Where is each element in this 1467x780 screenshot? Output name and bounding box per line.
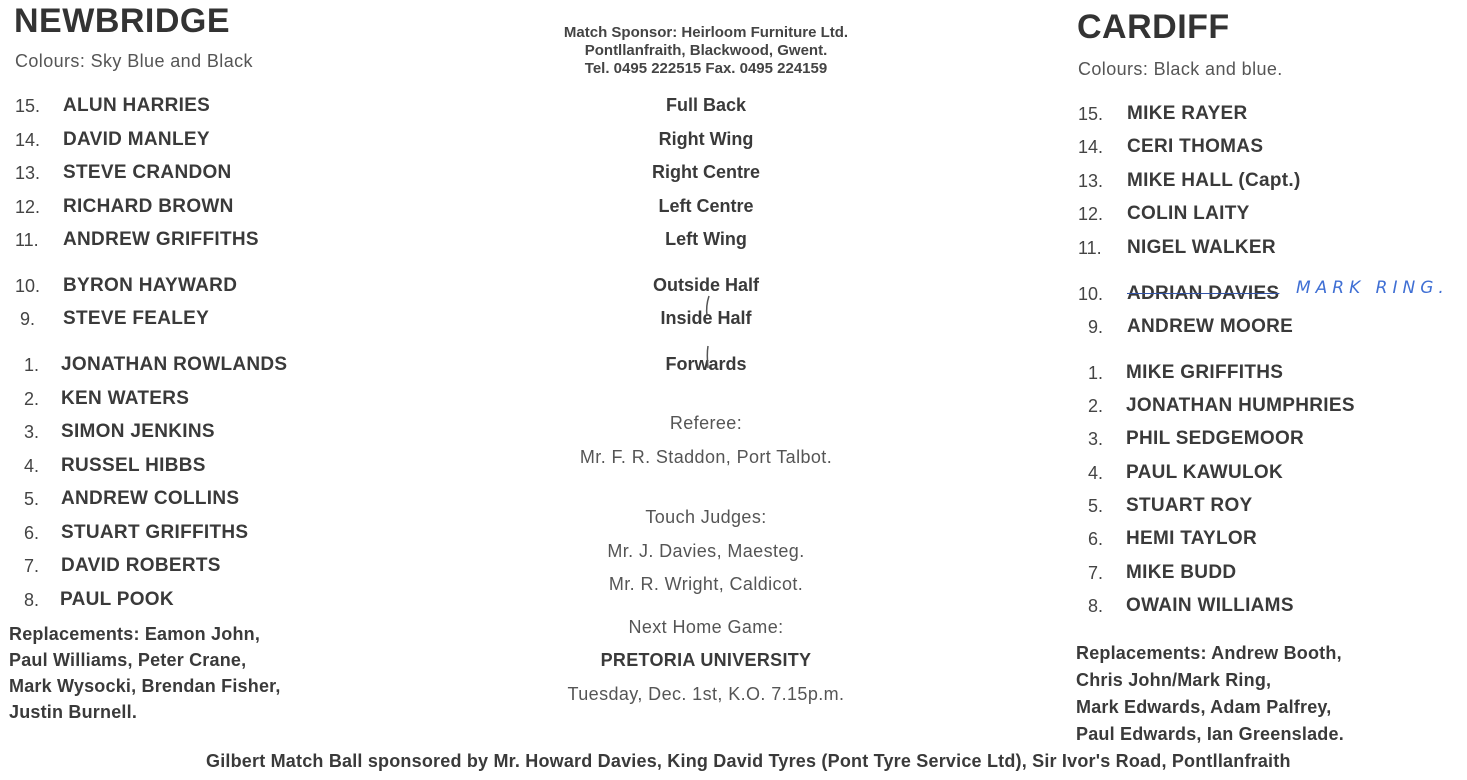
home-player-name: PAUL POOK (60, 589, 174, 610)
away-player-name: MIKE RAYER (1127, 103, 1248, 124)
home-player-number: 7. (24, 556, 40, 576)
away-player-number: 12. (1078, 204, 1104, 224)
home-replacements (9, 621, 281, 725)
away-player-number: 8. (1088, 596, 1104, 616)
touch-judge-name: Mr. R. Wright, Caldicot. (608, 574, 804, 594)
next-home-date: Tuesday, Dec. 1st, K.O. 7.15p.m. (567, 684, 845, 704)
home-player-number: 6. (24, 523, 40, 543)
away-player-name: ADRIAN DAVIES (1127, 283, 1280, 304)
away-team-name: CARDIFF (1077, 8, 1230, 46)
home-replacements-line: Justin Burnell. (9, 702, 138, 722)
home-player-number: 5. (24, 489, 40, 509)
away-player-name: MIKE HALL (Capt.) (1127, 170, 1301, 191)
home-player-name: RUSSEL HIBBS (61, 455, 206, 476)
position-label: Right Wing (658, 129, 754, 149)
sponsor-line: Match Sponsor: Heirloom Furniture Ltd. (563, 24, 849, 41)
referee-name: Mr. F. R. Staddon, Port Talbot. (579, 447, 833, 467)
away-player-number: 5. (1088, 496, 1104, 516)
home-player-name: DAVID ROBERTS (61, 555, 221, 576)
home-player-number: 13. (15, 163, 41, 183)
home-player-number: 14. (15, 130, 41, 150)
away-player-name: ANDREW MOORE (1127, 316, 1294, 337)
home-player-number: 15. (15, 96, 41, 116)
next-home-label: Next Home Game: (628, 617, 784, 637)
home-player-name: STEVE FEALEY (63, 308, 210, 329)
home-replacements-line: Mark Wysocki, Brendan Fisher, (9, 676, 281, 696)
home-player-name: ANDREW GRIFFITHS (63, 229, 259, 250)
home-team-name: NEWBRIDGE (14, 2, 231, 40)
away-player-name: PAUL KAWULOK (1126, 462, 1284, 483)
away-player-number: 15. (1078, 104, 1104, 124)
home-replacements-line: Paul Williams, Peter Crane, (9, 650, 247, 670)
sponsor-line: Tel. 0495 222515 Fax. 0495 224159 (584, 60, 828, 77)
home-player-name: KEN WATERS (61, 388, 190, 409)
away-player-number: 10. (1078, 284, 1104, 304)
home-player-name: STUART GRIFFITHS (61, 522, 249, 543)
home-player-number: 10. (15, 276, 41, 296)
away-player-name: NIGEL WALKER (1127, 237, 1276, 258)
home-player-number: 3. (24, 422, 40, 442)
away-player-number: 4. (1088, 463, 1104, 483)
away-player-number: 14. (1078, 137, 1104, 157)
away-colours: Colours: Black and blue. (1078, 59, 1283, 79)
home-colours: Colours: Sky Blue and Black (15, 51, 253, 71)
home-player-number: 8. (24, 590, 40, 610)
home-player-name: JONATHAN ROWLANDS (61, 354, 288, 375)
home-player-name: ANDREW COLLINS (61, 488, 240, 509)
away-player-number: 9. (1088, 317, 1104, 337)
home-player-number: 4. (24, 456, 40, 476)
away-player-name: STUART ROY (1126, 495, 1253, 516)
away-replacements-line: Chris John/Mark Ring, (1076, 670, 1272, 690)
position-label: Left Centre (658, 196, 754, 216)
match-sponsor (506, 24, 906, 78)
position-label: Full Back (665, 95, 747, 115)
away-player-name: HEMI TAYLOR (1126, 528, 1258, 549)
touch-judge-name: Mr. J. Davies, Maesteg. (607, 541, 805, 561)
away-player-number: 11. (1078, 238, 1102, 258)
home-player-number: 9. (20, 309, 36, 329)
away-replacements-line: Mark Edwards, Adam Palfrey, (1076, 697, 1332, 717)
home-player-name: SIMON JENKINS (61, 421, 215, 442)
handwritten-substitution: MARK RING. (1296, 278, 1449, 298)
next-home-team: PRETORIA UNIVERSITY (600, 650, 812, 670)
away-player-name: PHIL SEDGEMOOR (1126, 428, 1305, 449)
away-player-number: 6. (1088, 529, 1104, 549)
away-player-name: MIKE GRIFFITHS (1126, 362, 1284, 383)
home-player-name: BYRON HAYWARD (63, 275, 238, 296)
away-player-number: 2. (1088, 396, 1104, 416)
position-label: Inside Half (660, 308, 752, 328)
position-label: Left Wing (665, 229, 747, 249)
away-replacements-line: Replacements: Andrew Booth, (1076, 643, 1342, 663)
sponsor-line: Pontllanfraith, Blackwood, Gwent. (584, 42, 828, 59)
home-player-name: DAVID MANLEY (63, 129, 210, 150)
home-player-number: 11. (15, 230, 39, 250)
home-player-name: STEVE CRANDON (63, 162, 232, 183)
home-player-name: RICHARD BROWN (63, 196, 234, 217)
home-player-number: 2. (24, 389, 40, 409)
away-player-number: 1. (1088, 363, 1104, 383)
position-label: Right Centre (652, 162, 760, 182)
away-replacements (1076, 640, 1344, 748)
match-ball-sponsor: Gilbert Match Ball sponsored by Mr. Howard Davies, King David Tyres (Pont Tyre Service Ltd), Sir Ivor's Road, Pontllanfraith (206, 751, 1291, 771)
home-player-number: 1. (24, 355, 40, 375)
away-player-name: COLIN LAITY (1127, 203, 1250, 224)
away-player-number: 7. (1088, 563, 1104, 583)
touch-judges-label: Touch Judges: (645, 507, 767, 527)
away-player-name: MIKE BUDD (1126, 562, 1237, 583)
home-replacements-line: Replacements: Eamon John, (9, 624, 261, 644)
away-player-number: 13. (1078, 171, 1104, 191)
away-player-name: CERI THOMAS (1127, 136, 1264, 157)
position-label: Forwards (665, 354, 747, 374)
pen-scribble-mark (700, 292, 716, 376)
home-player-number: 12. (15, 197, 41, 217)
referee-label: Referee: (669, 413, 743, 433)
away-player-name: OWAIN WILLIAMS (1126, 595, 1294, 616)
away-player-name: JONATHAN HUMPHRIES (1126, 395, 1355, 416)
position-label: Outside Half (652, 275, 759, 295)
home-player-name: ALUN HARRIES (63, 95, 211, 116)
away-player-number: 3. (1088, 429, 1104, 449)
away-replacements-line: Paul Edwards, Ian Greenslade. (1076, 724, 1344, 744)
